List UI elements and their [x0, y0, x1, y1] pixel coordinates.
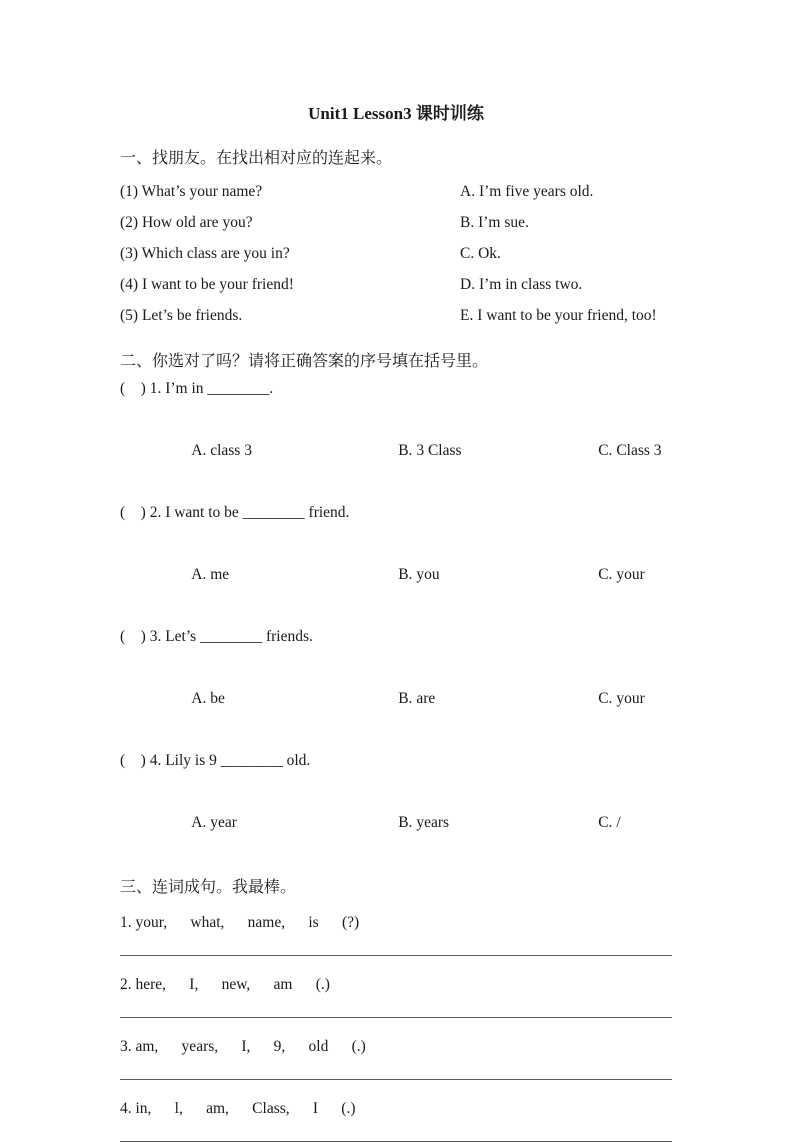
unscramble-words-1: 1. your, what, name, is (?)	[120, 914, 360, 931]
match-row-2	[120, 207, 672, 238]
mcq2-option-c: C. your	[598, 566, 645, 583]
unscramble-words-2: 2. here, I, new, am (.)	[120, 976, 330, 993]
mcq3-option-c: C. your	[598, 690, 645, 707]
mcq-stem-3: ( ) 3. Let’s ________ friends.	[120, 628, 313, 645]
mcq-options-1	[120, 404, 672, 497]
mcq1-option-b: B. 3 Class	[398, 442, 462, 459]
match-question-2: (2) How old are you?	[120, 214, 253, 231]
match-question-1: (1) What’s your name?	[120, 183, 263, 200]
mcq-options-4	[120, 776, 672, 869]
mcq-stem-2: ( ) 2. I want to be ________ friend.	[120, 504, 350, 521]
mcq-stem-1: ( ) 1. I’m in ________.	[120, 380, 274, 397]
mcq2-option-a: A. me	[191, 566, 230, 583]
mcq-question-3	[120, 621, 672, 745]
mcq-options-2	[120, 528, 672, 621]
mcq-question-2	[120, 497, 672, 621]
mcq2-option-b: B. you	[398, 566, 440, 583]
answer-line-1	[120, 955, 672, 956]
unscramble-exercise	[120, 913, 672, 1142]
match-answer-b: B. I’m sue.	[460, 214, 529, 231]
match-answer-a: A. I’m five years old.	[460, 183, 594, 200]
mcq4-option-a: A. year	[191, 814, 237, 831]
unscramble-words-3: 3. am, years, I, 9, old (.)	[120, 1038, 366, 1055]
mcq1-option-c: C. Class 3	[598, 442, 662, 459]
match-question-5: (5) Let’s be friends.	[120, 307, 243, 324]
section2-heading: 二、你选对了吗？请将正确答案的序号填在括号里。	[120, 353, 489, 370]
match-row-3	[120, 238, 672, 269]
match-question-3: (3) Which class are you in?	[120, 245, 290, 262]
unscramble-words-4: 4. in, l, am, Class, I (.)	[120, 1100, 356, 1117]
mcq-stem-4: ( ) 4. Lily is 9 ________ old.	[120, 752, 311, 769]
section1-heading: 一、找朋友。在找出相对应的连起来。	[120, 150, 393, 167]
match-row-1	[120, 176, 672, 207]
mcq-options-3	[120, 652, 672, 745]
match-answer-e: E. I want to be your friend, too!	[460, 307, 657, 324]
match-answer-c: C. Ok.	[460, 245, 501, 262]
match-question-4: (4) I want to be your friend!	[120, 276, 294, 293]
mcq4-option-c: C. /	[598, 814, 621, 831]
match-answer-d: D. I’m in class two.	[460, 276, 583, 293]
mcq-question-1	[120, 373, 672, 497]
matching-exercise	[120, 176, 672, 331]
section3-heading: 三、连词成句。我最棒。	[120, 879, 297, 896]
page-title: Unit1 Lesson3 课时训练	[308, 104, 484, 123]
match-row-5	[120, 300, 672, 331]
answer-line-3	[120, 1079, 672, 1080]
answer-line-2	[120, 1017, 672, 1018]
match-row-4	[120, 269, 672, 300]
mcq4-option-b: B. years	[398, 814, 450, 831]
mcq-question-4	[120, 745, 672, 869]
mcq3-option-a: A. be	[191, 690, 225, 707]
mcq3-option-b: B. are	[398, 690, 436, 707]
mcq1-option-a: A. class 3	[191, 442, 252, 459]
